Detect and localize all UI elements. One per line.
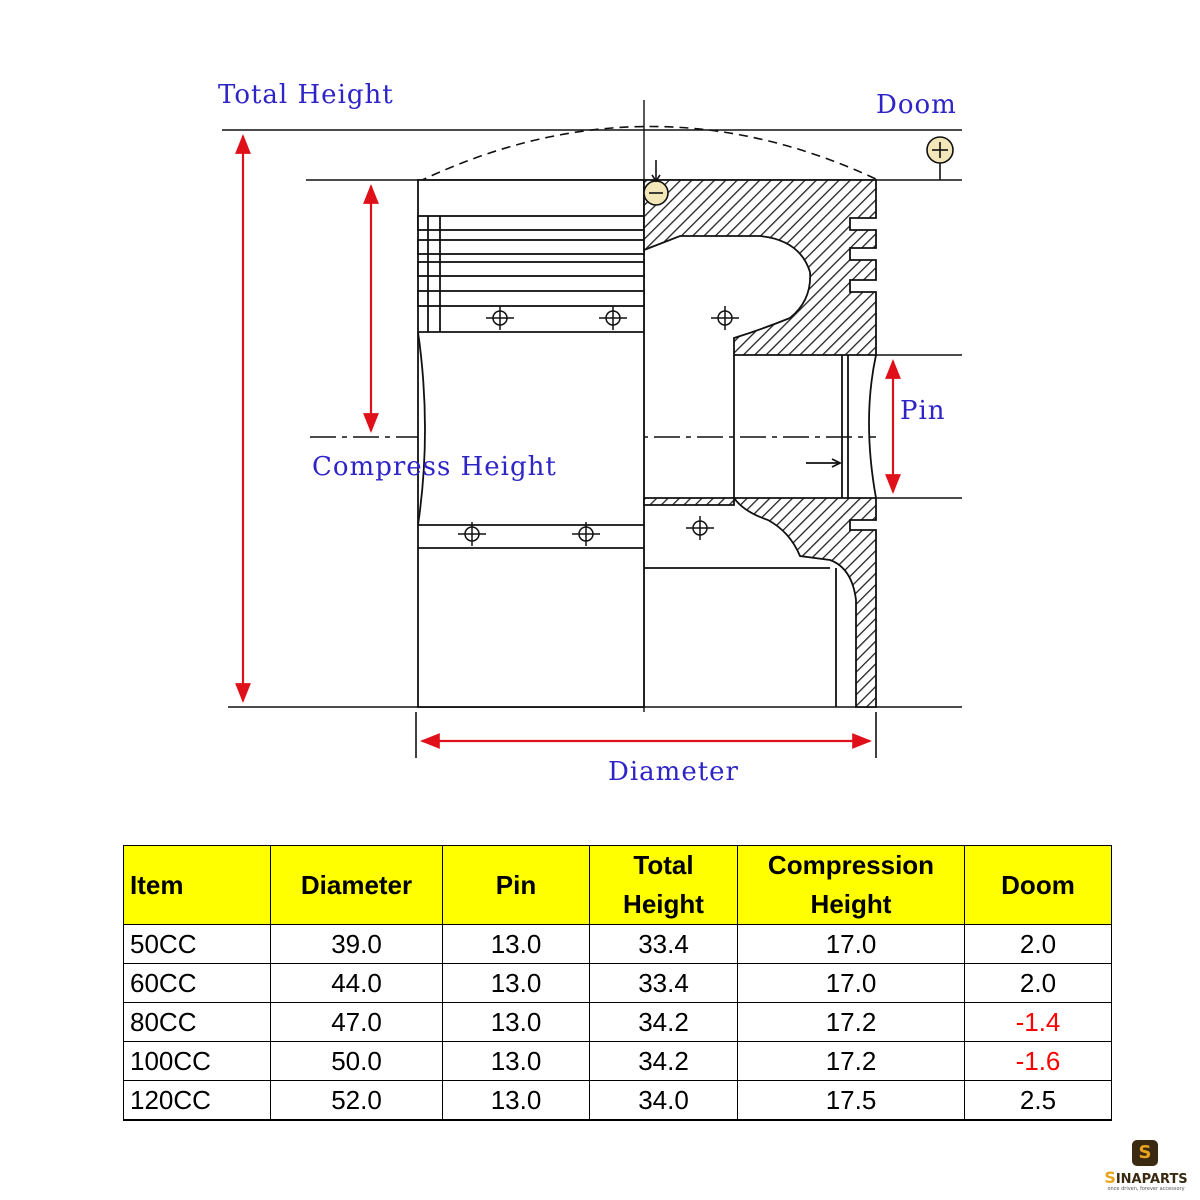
logo-tagline: once driven, forever accessory [1107,1186,1185,1192]
piston-section [644,180,876,707]
cell-diameter: 39.0 [271,925,443,964]
cell-compression-height: 17.0 [738,925,965,964]
diameter-label: Diameter [608,757,739,787]
cell-diameter: 44.0 [271,964,443,1003]
logo-mark-icon: S [1132,1140,1158,1166]
cell-diameter: 50.0 [271,1042,443,1081]
cell-diameter: 47.0 [271,1003,443,1042]
cell-doom: -1.4 [965,1003,1112,1042]
sinaparts-logo [1098,1140,1194,1196]
piston-exterior [418,180,644,707]
plus-sign-icon [927,137,953,180]
table-row [124,964,1112,1003]
dome-arc [418,126,878,182]
cell-compression-height: 17.2 [738,1003,965,1042]
logo-brand-name: SINAPARTS [1104,1168,1188,1187]
cell-total-height: 34.2 [590,1042,738,1081]
cell-doom: -1.6 [965,1042,1112,1081]
header-pin: Pin [443,846,590,925]
header-total-height: Total Height [590,846,738,925]
doom-label: Doom [876,90,957,120]
table-header-row [124,846,1112,925]
cell-total-height: 34.0 [590,1081,738,1121]
cell-doom: 2.5 [965,1081,1112,1121]
cell-item: 60CC [124,964,271,1003]
cell-total-height: 33.4 [590,925,738,964]
header-doom: Doom [965,846,1112,925]
piston-spec-table [123,845,1112,1121]
table-row [124,1042,1112,1081]
total-height-label: Total Height [218,80,394,110]
cell-compression-height: 17.5 [738,1081,965,1121]
cell-pin: 13.0 [443,964,590,1003]
cell-doom: 2.0 [965,925,1112,964]
compress-height-label: Compress Height [312,452,557,482]
cell-pin: 13.0 [443,925,590,964]
cell-item: 50CC [124,925,271,964]
table-row [124,1081,1112,1121]
cell-pin: 13.0 [443,1081,590,1121]
cell-doom: 2.0 [965,964,1112,1003]
cell-item: 120CC [124,1081,271,1121]
cell-pin: 13.0 [443,1003,590,1042]
cell-pin: 13.0 [443,1042,590,1081]
cell-item: 100CC [124,1042,271,1081]
cell-compression-height: 17.2 [738,1042,965,1081]
header-item: Item [124,846,271,925]
cell-total-height: 34.2 [590,1003,738,1042]
header-diameter: Diameter [271,846,443,925]
cell-compression-height: 17.0 [738,964,965,1003]
table-row [124,925,1112,964]
pin-label: Pin [900,396,946,426]
cell-diameter: 52.0 [271,1081,443,1121]
cell-total-height: 33.4 [590,964,738,1003]
table-row [124,1003,1112,1042]
cell-item: 80CC [124,1003,271,1042]
header-compression-height: Compression Height [738,846,965,925]
